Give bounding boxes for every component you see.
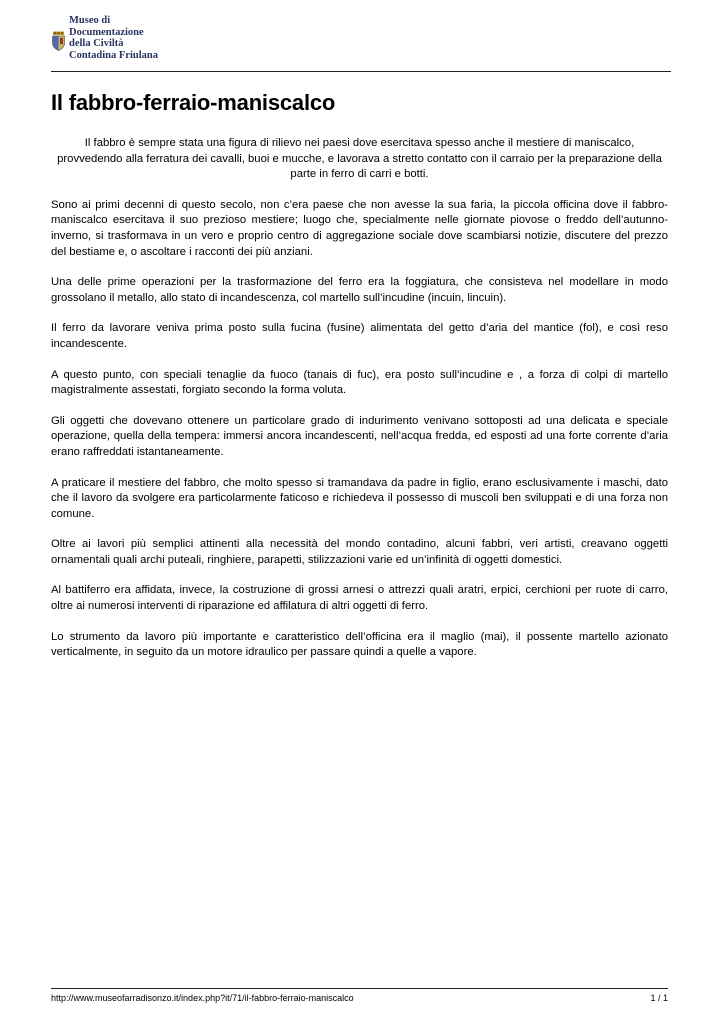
body-paragraph: Al battiferro era affidata, invece, la costruzione di grossi arnesi o attrezzi quali aratri, erpici, cerchioni per ruote di carro, oltre ai numerosi interventi di riparazione ed affilatura di altri oggetti di ferro. [51, 584, 668, 613]
page-header [51, 14, 671, 72]
footer-url: http://www.museofarradisonzo.it/index.php?it/71/il-fabbro-ferraio-maniscalco [51, 993, 354, 1003]
body-paragraph: A questo punto, con speciali tenaglie da fuoco (tanais di fuc), era posto sull’incudine e , a forza di colpi di martello magistralmente assestati, forgiato secondo la forma voluta. [51, 368, 668, 397]
logo-line: Museo di [69, 15, 111, 26]
logo-line: Documentazione [69, 26, 144, 38]
body-paragraph: Il ferro da lavorare veniva prima posto sulla fucina (fusine) alimentata del getto d’aria del mantice (fol), e così reso incandescente. [51, 322, 668, 350]
article-title: Il fabbro-ferraio-maniscalco [51, 90, 336, 115]
page-footer [51, 988, 668, 1009]
body-paragraph: Oltre ai lavori più semplici attinenti alla necessità del mondo contadino, alcuni fabbri, veri artisti, creavano oggetti ornamentali quali archi puteali, ringhiere, parapetti, stilizzazioni varie ed un’infinità di oggetti domestici. [51, 538, 668, 566]
museum-crest-logo [51, 31, 66, 51]
body-paragraph: Gli oggetti che dovevano ottenere un particolare grado di indurimento venivano sottoposti ad una delicata e speciale operazione, quella della tempera: immersi ancora incandescenti, nell’acqua fredda, ed esposti ad una forte corrente d’aria erano raffreddati istantaneamente. [51, 414, 668, 458]
logo-line: Contadina Friulana [69, 49, 158, 61]
page-number: 1 / 1 [650, 993, 668, 1003]
body-paragraph: A praticare il mestiere del fabbro, che molto spesso si tramandava da padre in figlio, erano esclusivamente i maschi, dato che il lavoro da svolgere era particolarmente faticoso e richiedeva il possesso di muscoli ben sviluppati e di una forza non comune. [51, 476, 668, 520]
intro-paragraph: Il fabbro è sempre stata una figura di rilievo nei paesi dove esercitava spesso anche il mestiere di maniscalco, provvedendo alla ferratura dei cavalli, buoi e mucche, e lavorava a stretto contatto con il carraio per la preparazione della parte in ferro di carri e botti. [57, 137, 662, 181]
museum-logo-text [69, 15, 158, 61]
body-paragraph: Una delle prime operazioni per la trasformazione del ferro era la foggiatura, che consisteva nel modellare in modo grossolano il metallo, allo stato di incandescenza, col martello sull’incudine (incuin, lincuin). [51, 276, 668, 304]
article-body [51, 136, 668, 676]
body-paragraph: Lo strumento da lavoro più importante e caratteristico dell’officina era il maglio (mai), il possente martello azionato verticalmente, in seguito da un motore idraulico per passare quindi a quelle a vapore. [51, 630, 668, 659]
body-paragraph: Sono ai primi decenni di questo secolo, non c’era paese che non avesse la sua faria, la piccola officina dove il fabbro-maniscalco esercitava il suo prezioso mestiere; luogo che, specialmente nelle giornate piovose o freddo dell’autunno-inverno, si trasformava in un vero e proprio centro di aggregazione sociale dove scambiarsi notizie, discutere del prezzo del bestiame e, o ascoltare i racconti dei più anziani. [51, 198, 668, 258]
logo-line: della Civiltà [69, 38, 124, 49]
